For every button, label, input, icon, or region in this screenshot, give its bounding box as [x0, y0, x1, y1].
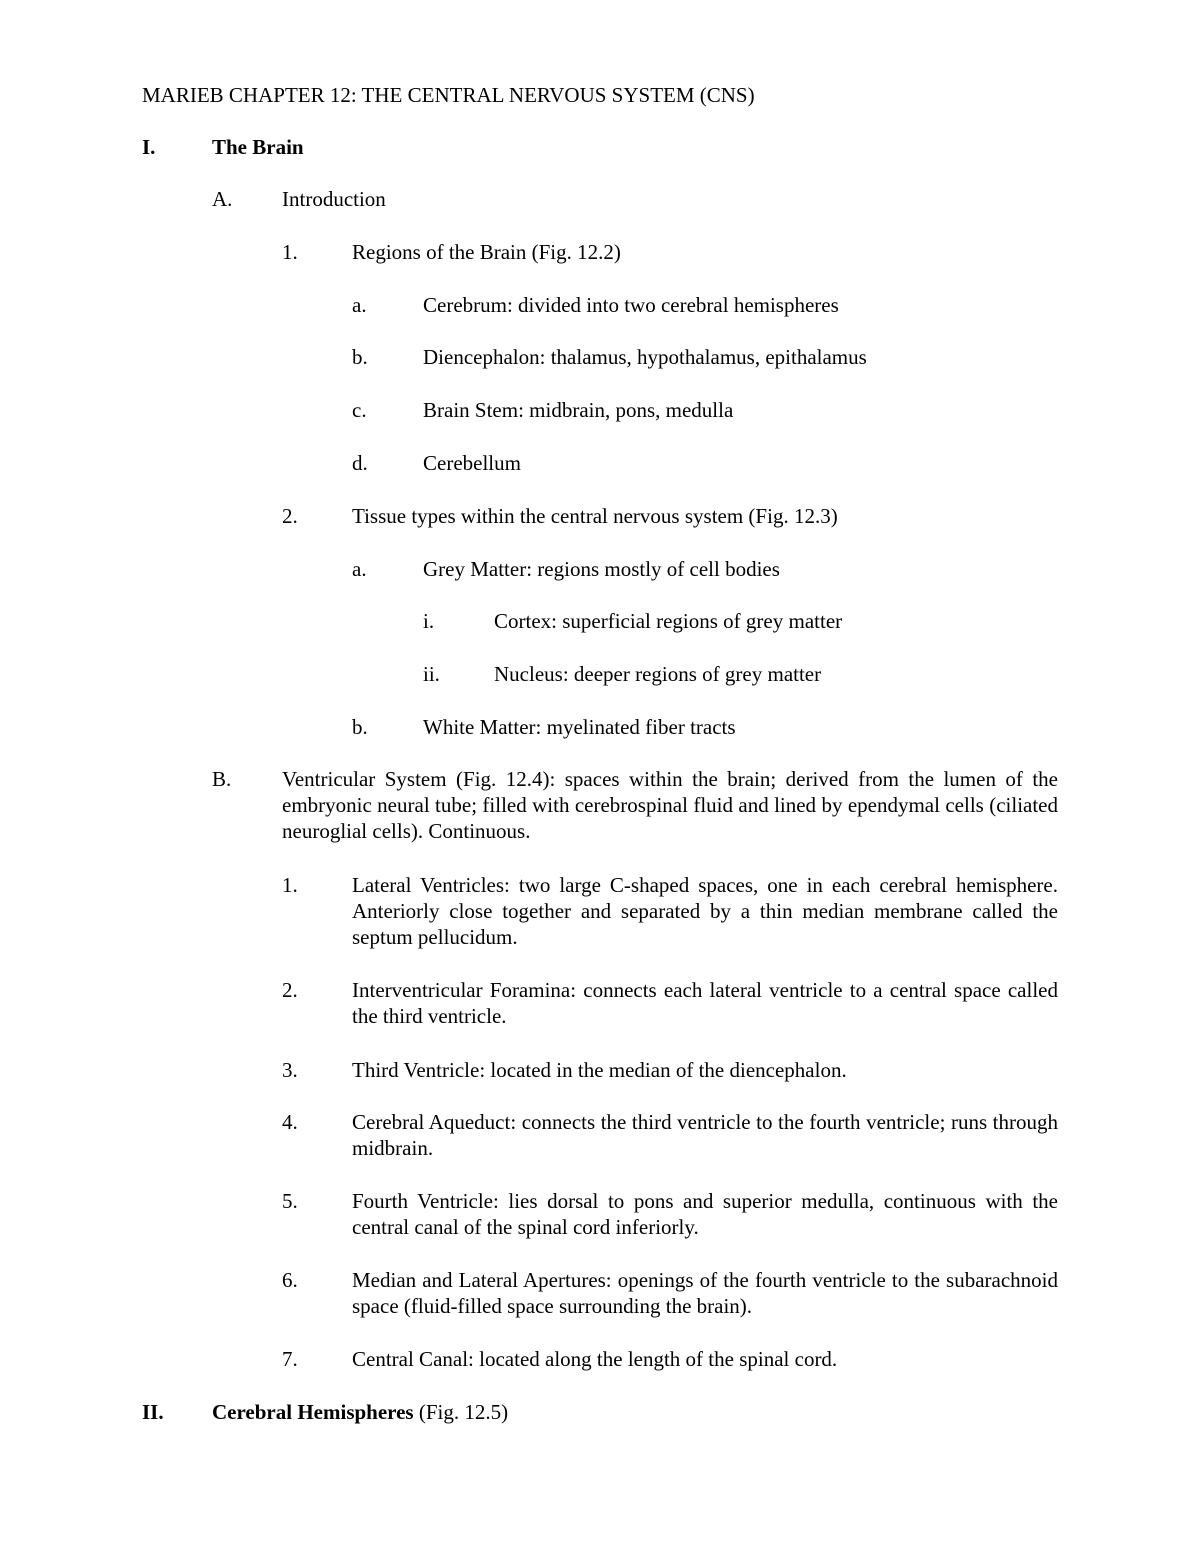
outline-marker: b. — [352, 715, 368, 739]
outline-marker: 2. — [282, 978, 298, 1002]
outline-paragraph: Ventricular System (Fig. 12.4): spaces within the brain; derived from the lumen of the embryonic neural tube; filled with cerebrospinal fluid and lined by ependymal cells (ciliated neuroglial cells). Continuous. — [282, 767, 1058, 843]
outline-marker: 1. — [282, 873, 298, 897]
page-title: MARIEB CHAPTER 12: THE CENTRAL NERVOUS SYSTEM (CNS) — [142, 83, 755, 107]
outline-paragraph: Fourth Ventricle: lies dorsal to pons and superior medulla, continuous with the central canal of the spinal cord inferiorly. — [352, 1189, 1058, 1239]
section-marker: II. — [142, 1400, 164, 1424]
section-heading: The Brain — [212, 135, 304, 159]
outline-marker: a. — [352, 293, 367, 317]
outline-item: Tissue types within the central nervous system (Fig. 12.3) — [352, 504, 838, 528]
outline-marker: 2. — [282, 504, 298, 528]
outline-marker: b. — [352, 345, 368, 369]
outline-item: Introduction — [282, 187, 386, 211]
outline-item: Brain Stem: midbrain, pons, medulla — [423, 398, 734, 422]
outline-marker: 6. — [282, 1268, 298, 1292]
outline-item: Third Ventricle: located in the median of the diencephalon. — [352, 1058, 847, 1082]
outline-paragraph: Cerebral Aqueduct: connects the third ventricle to the fourth ventricle; runs through midbrain. — [352, 1110, 1058, 1160]
section-heading: Cerebral Hemispheres — [212, 1400, 414, 1424]
outline-marker: d. — [352, 451, 368, 475]
outline-item: Cortex: superficial regions of grey matter — [494, 609, 843, 633]
outline-item: Cerebellum — [423, 451, 521, 475]
section-marker: I. — [142, 135, 156, 159]
outline-marker: a. — [352, 557, 367, 581]
outline-item: Regions of the Brain (Fig. 12.2) — [352, 240, 621, 264]
figure-reference: (Fig. 12.5) — [413, 1400, 509, 1424]
outline-marker: 1. — [282, 240, 298, 264]
outline-item: Cerebrum: divided into two cerebral hemispheres — [423, 293, 839, 317]
outline-marker: ii. — [423, 662, 440, 686]
outline-marker: A. — [212, 187, 233, 211]
outline-marker: 5. — [282, 1189, 298, 1213]
outline-item: White Matter: myelinated fiber tracts — [423, 715, 736, 739]
section-heading-row — [212, 1399, 508, 1425]
outline-marker: c. — [352, 398, 367, 422]
outline-paragraph: Lateral Ventricles: two large C-shaped spaces, one in each cerebral hemisphere. Anteriorly close together and separated by a thin median membrane called the septum pellucidum. — [352, 873, 1058, 949]
outline-marker: 3. — [282, 1058, 298, 1082]
outline-marker: B. — [212, 767, 232, 791]
outline-marker: 7. — [282, 1347, 298, 1371]
outline-item: Diencephalon: thalamus, hypothalamus, epithalamus — [423, 345, 867, 369]
outline-marker: i. — [423, 609, 435, 633]
outline-item: Grey Matter: regions mostly of cell bodies — [423, 557, 780, 581]
outline-paragraph: Median and Lateral Apertures: openings of the fourth ventricle to the subarachnoid space (fluid-filled space surrounding the brain). — [352, 1268, 1058, 1318]
outline-paragraph: Interventricular Foramina: connects each lateral ventricle to a central space called the third ventricle. — [352, 978, 1058, 1028]
outline-marker: 4. — [282, 1110, 298, 1134]
outline-item: Central Canal: located along the length of the spinal cord. — [352, 1347, 838, 1371]
outline-item: Nucleus: deeper regions of grey matter — [494, 662, 822, 686]
